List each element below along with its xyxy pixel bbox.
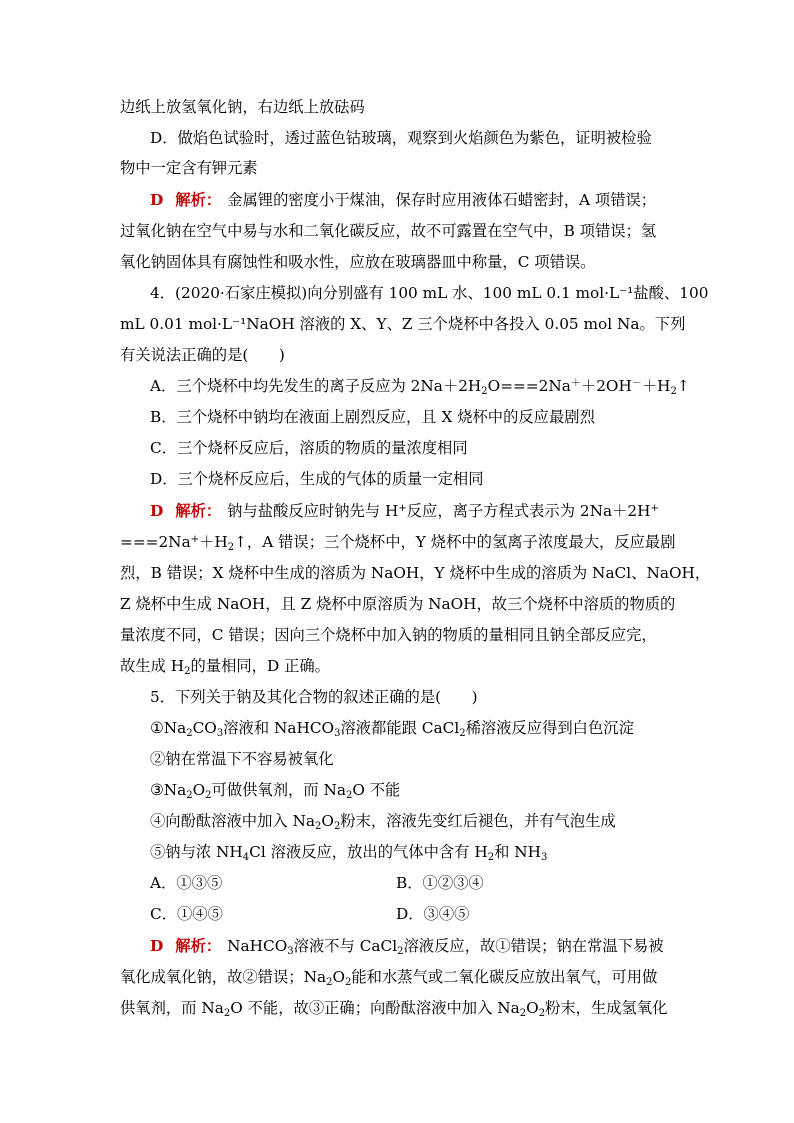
q4-option-d: D．三个烧杯反应后，生成的气体的质量一定相同 [150,470,484,488]
q5-stem: 5．下列关于钠及其化合物的叙述正确的是( ) [150,688,478,706]
q5-option-c: C．①④⑤ [150,905,223,923]
q4-option-a: A．三个烧杯中均先发生的离子反应为 $2Na+2H_2O===2Na^++2OH^-+H_2↑$ [150,377,690,397]
q5-item-4: ④向酚酞溶液中加入 $Na_2O_2$粉末，溶液先变红后褪色，并有气泡生成 [150,812,616,832]
q3-explanation-line3: 氧化钠固体具有腐蚀性和吸水性，应放在玻璃器皿中称量，C 项错误。 [120,253,596,271]
q5-item-2: ②钠在常温下不容易被氧化 [150,750,334,768]
q5-answer: D [150,937,164,955]
q3-explanation-line1 [150,189,680,211]
q3-option-d-line1: D．做焰色试验时，透过蓝色钴玻璃，观察到火焰颜色为紫色，证明被检验 [150,129,652,147]
q4-explanation-line6: 故生成 $H_2$的量相同，D 正确。 [120,657,330,677]
q4-option-b: B．三个烧杯中钠均在液面上剧烈反应，且 X 烧杯中的反应最剧烈 [150,408,595,426]
q4-explanation-line4: Z 烧杯中生成 NaOH，且 Z 烧杯中原溶质为 NaOH，故三个烧杯中溶质的物质的 [120,595,676,613]
q4-stem-line2: mL 0.01 mol·L⁻¹NaOH 溶液的 X、Y、Z 三个烧杯中各投入 0.05 mol Na。下列 [120,315,686,333]
q5-option-a: A．①③⑤ [150,874,223,892]
q5-options-row1 [150,872,680,894]
q5-options-row2 [150,903,680,925]
q5-item-3: $③Na_2O_2$可做供氧剂，而 $Na_2O$ 不能 [150,781,401,801]
q4-stem-line1: 4．(2020·石家庄模拟)向分别盛有 100 mL 水、100 mL 0.1 mol·L⁻¹盐酸、100 [150,284,709,302]
q5-explanation-line3: 供氧剂，而 $Na_2O$ 不能，故③正确；向酚酞溶液中加入 $Na_2O_2$粉末，生成氢氧化 [120,999,668,1019]
q4-answer: D [150,502,164,520]
q3-explanation-label: 解析： [175,191,222,209]
q4-stem-line3: 有关说法正确的是( ) [120,346,285,364]
q3-exp-text1: 金属锂的密度小于煤油，保存时应用液体石蜡密封，A 项错误； [227,191,657,209]
q5-item-5: ⑤钠与浓 $NH_4Cl$ 溶液反应，放出的气体中含有 $H_2$和 $NH_3$ [150,843,548,863]
q5-option-b: B．①②③④ [396,874,484,892]
q4-explanation-line1: D 解析： 钠与盐酸反应时钠先与 H+反应，离子方程式表示为 2Na＋2H+ [150,502,659,520]
q4-explanation-line3: 烈，B 错误；X 烧杯中生成的溶质为 NaOH，Y 烧杯中生成的溶质为 NaCl、NaOH， [120,564,711,582]
q5-explanation-line2: 氧化成氧化钠，故②错误；$Na_2O_2$能和水蒸气或二氧化碳反应放出氧气，可用做 [120,968,658,988]
q5-option-d: D．③④⑤ [396,905,470,923]
q5-explanation-line1: D 解析： NaHCO$_3$溶液不与 CaCl$_2$溶液反应，故①错误；钠在常温下易被 [150,937,664,957]
q3-option-d-line2: 物中一定含有钾元素 [120,159,258,177]
q4-explanation-label: 解析： [175,502,222,520]
q5-item-1: $①Na_2CO_3$溶液和 NaHCO$_3$溶液都能跟 CaCl$_2$稀溶液反应得到白色沉淀 [150,719,634,739]
q4-option-c: C．三个烧杯反应后，溶质的物质的量浓度相同 [150,439,468,457]
q5-explanation-label: 解析： [175,937,222,955]
q3-explanation-line2: 过氧化钠在空气中易与水和二氧化碳反应，故不可露置在空气中，B 项错误；氢 [120,222,657,240]
q4-explanation-line5: 量浓度不同，C 错误；因向三个烧杯中加入钠的物质的量相同且钠全部反应完， [120,626,657,644]
q4-explanation-line2: $===2Na^++H_2↑$，A 错误；三个烧杯中，Y 烧杯中的氢离子浓度最大，反应最剧 [120,533,676,553]
q3-answer: D [150,191,164,209]
q3-option-c-tail: 边纸上放氢氧化钠，右边纸上放砝码 [120,98,365,116]
